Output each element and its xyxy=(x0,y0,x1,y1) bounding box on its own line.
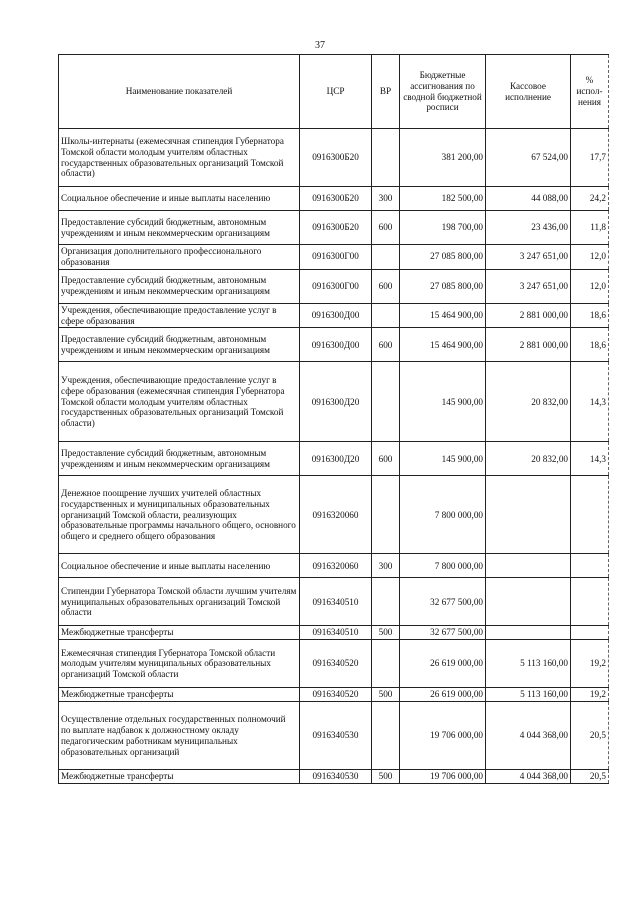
table-row xyxy=(59,578,609,626)
row-budget-cell: 32 677 500,00 xyxy=(400,578,486,626)
row-pct-cell xyxy=(571,476,609,554)
row-vr-cell xyxy=(372,578,400,626)
row-budget-cell: 27 085 800,00 xyxy=(400,245,486,270)
row-vr-cell: 600 xyxy=(372,442,400,476)
row-pct-cell: 20,5 xyxy=(571,702,609,770)
table-row xyxy=(59,328,609,362)
row-vr-cell: 500 xyxy=(372,770,400,784)
row-cash-cell: 5 113 160,00 xyxy=(486,640,571,688)
row-name-cell: Межбюджетные трансферты xyxy=(59,770,300,784)
row-pct-cell: 19,2 xyxy=(571,640,609,688)
row-cash-cell: 3 247 651,00 xyxy=(486,245,571,270)
row-csr-cell: 0916300Б20 xyxy=(300,129,372,187)
row-pct-cell xyxy=(571,578,609,626)
table-row xyxy=(59,245,609,270)
row-name-cell: Учреждения, обеспечивающие предоставление услуг в сфере образования (ежемесячная стипендия Губернатора Томской области молодым учителям областных государственных образовательных организаций Томской области) xyxy=(59,362,300,442)
row-name-cell: Денежное поощрение лучших учителей областных государственных и муниципальных образовательных организаций Томской области, реализующих образовательные программы начального общего, основного общего и среднего общего образования xyxy=(59,476,300,554)
table-header-row xyxy=(59,55,609,129)
row-pct-cell: 20,5 xyxy=(571,770,609,784)
row-cash-cell: 2 881 000,00 xyxy=(486,328,571,362)
row-csr-cell: 0916300Д00 xyxy=(300,328,372,362)
row-pct-cell: 24,2 xyxy=(571,187,609,211)
row-csr-cell: 0916340520 xyxy=(300,688,372,702)
row-cash-cell xyxy=(486,578,571,626)
row-budget-cell: 7 800 000,00 xyxy=(400,554,486,578)
row-csr-cell: 0916300Д00 xyxy=(300,303,372,328)
row-cash-cell: 20 832,00 xyxy=(486,362,571,442)
row-cash-cell xyxy=(486,476,571,554)
row-name-cell: Стипендии Губернатора Томской области лучшим учителям муниципальных образовательных организаций Томской области xyxy=(59,578,300,626)
row-cash-cell: 4 044 368,00 xyxy=(486,702,571,770)
row-vr-cell: 500 xyxy=(372,626,400,640)
row-cash-cell: 2 881 000,00 xyxy=(486,303,571,328)
table-row xyxy=(59,269,609,303)
row-budget-cell: 26 619 000,00 xyxy=(400,640,486,688)
header-budget: Бюджетные ассигнования по сводной бюджетной росписи xyxy=(400,55,486,129)
row-name-cell: Социальное обеспечение и иные выплаты населению xyxy=(59,554,300,578)
table-row xyxy=(59,303,609,328)
row-vr-cell: 300 xyxy=(372,554,400,578)
row-name-cell: Организация дополнительного профессионального образования xyxy=(59,245,300,270)
row-name-cell: Школы-интернаты (ежемесячная стипендия Губернатора Томской области молодым учителям областных государственных образовательных организаций Томской области) xyxy=(59,129,300,187)
row-budget-cell: 32 677 500,00 xyxy=(400,626,486,640)
table-row xyxy=(59,554,609,578)
row-vr-cell: 300 xyxy=(372,187,400,211)
row-budget-cell: 145 900,00 xyxy=(400,362,486,442)
row-pct-cell: 12,0 xyxy=(571,269,609,303)
row-vr-cell: 600 xyxy=(372,211,400,245)
row-name-cell: Предоставление субсидий бюджетным, автономным учреждениям и иным некоммерческим организациям xyxy=(59,442,300,476)
row-vr-cell: 600 xyxy=(372,269,400,303)
row-cash-cell: 4 044 368,00 xyxy=(486,770,571,784)
row-budget-cell: 19 706 000,00 xyxy=(400,702,486,770)
row-csr-cell: 0916300Г00 xyxy=(300,245,372,270)
table-row xyxy=(59,702,609,770)
row-csr-cell: 0916340510 xyxy=(300,626,372,640)
row-cash-cell xyxy=(486,626,571,640)
row-pct-cell: 14,3 xyxy=(571,362,609,442)
row-vr-cell xyxy=(372,702,400,770)
row-vr-cell xyxy=(372,476,400,554)
row-pct-cell: 12,0 xyxy=(571,245,609,270)
row-csr-cell: 0916320060 xyxy=(300,554,372,578)
header-name: Наименование показателей xyxy=(59,55,300,129)
table-row xyxy=(59,362,609,442)
row-csr-cell: 0916340510 xyxy=(300,578,372,626)
row-budget-cell: 7 800 000,00 xyxy=(400,476,486,554)
row-name-cell: Межбюджетные трансферты xyxy=(59,626,300,640)
row-pct-cell: 11,8 xyxy=(571,211,609,245)
row-cash-cell: 3 247 651,00 xyxy=(486,269,571,303)
row-csr-cell: 0916300Б20 xyxy=(300,187,372,211)
row-name-cell: Межбюджетные трансферты xyxy=(59,688,300,702)
row-budget-cell: 182 500,00 xyxy=(400,187,486,211)
row-csr-cell: 0916340530 xyxy=(300,702,372,770)
header-csr: ЦСР xyxy=(300,55,372,129)
row-cash-cell: 44 088,00 xyxy=(486,187,571,211)
row-name-cell: Предоставление субсидий бюджетным, автономным учреждениям и иным некоммерческим организациям xyxy=(59,328,300,362)
table-row xyxy=(59,476,609,554)
header-cash: Кассовое исполнение xyxy=(486,55,571,129)
row-name-cell: Ежемесячная стипендия Губернатора Томской области молодым учителям муниципальных образовательных организаций Томской области xyxy=(59,640,300,688)
row-cash-cell: 67 524,00 xyxy=(486,129,571,187)
row-csr-cell: 0916340530 xyxy=(300,770,372,784)
table-row xyxy=(59,640,609,688)
table-row xyxy=(59,626,609,640)
row-name-cell: Предоставление субсидий бюджетным, автономным учреждениям и иным некоммерческим организациям xyxy=(59,211,300,245)
row-vr-cell xyxy=(372,303,400,328)
row-pct-cell: 19,2 xyxy=(571,688,609,702)
row-budget-cell: 15 464 900,00 xyxy=(400,328,486,362)
budget-execution-table xyxy=(58,54,609,784)
row-vr-cell xyxy=(372,362,400,442)
header-pct: % испол-нения xyxy=(571,55,609,129)
table-row xyxy=(59,187,609,211)
row-budget-cell: 145 900,00 xyxy=(400,442,486,476)
row-vr-cell xyxy=(372,640,400,688)
row-budget-cell: 27 085 800,00 xyxy=(400,269,486,303)
row-cash-cell: 5 113 160,00 xyxy=(486,688,571,702)
row-cash-cell: 23 436,00 xyxy=(486,211,571,245)
header-vr: ВР xyxy=(372,55,400,129)
row-budget-cell: 198 700,00 xyxy=(400,211,486,245)
row-budget-cell: 26 619 000,00 xyxy=(400,688,486,702)
row-name-cell: Осуществление отдельных государственных полномочий по выплате надбавок к должностному окладу педагогическим работникам муниципальных образовательных организаций xyxy=(59,702,300,770)
row-name-cell: Учреждения, обеспечивающие предоставление услуг в сфере образования xyxy=(59,303,300,328)
row-vr-cell: 500 xyxy=(372,688,400,702)
row-budget-cell: 15 464 900,00 xyxy=(400,303,486,328)
row-name-cell: Предоставление субсидий бюджетным, автономным учреждениям и иным некоммерческим организациям xyxy=(59,269,300,303)
row-cash-cell xyxy=(486,554,571,578)
row-budget-cell: 381 200,00 xyxy=(400,129,486,187)
row-vr-cell xyxy=(372,129,400,187)
row-pct-cell: 18,6 xyxy=(571,328,609,362)
row-vr-cell: 600 xyxy=(372,328,400,362)
row-name-cell: Социальное обеспечение и иные выплаты населению xyxy=(59,187,300,211)
row-vr-cell xyxy=(372,245,400,270)
table-row xyxy=(59,770,609,784)
row-csr-cell: 0916300Д20 xyxy=(300,442,372,476)
row-csr-cell: 0916320060 xyxy=(300,476,372,554)
row-pct-cell: 14,3 xyxy=(571,442,609,476)
row-pct-cell xyxy=(571,626,609,640)
row-cash-cell: 20 832,00 xyxy=(486,442,571,476)
row-pct-cell: 18,6 xyxy=(571,303,609,328)
row-pct-cell: 17,7 xyxy=(571,129,609,187)
row-csr-cell: 0916340520 xyxy=(300,640,372,688)
page-number: 37 xyxy=(315,40,325,51)
table-row xyxy=(59,129,609,187)
row-pct-cell xyxy=(571,554,609,578)
row-csr-cell: 0916300Д20 xyxy=(300,362,372,442)
table-row xyxy=(59,688,609,702)
table-row xyxy=(59,442,609,476)
row-csr-cell: 0916300Г00 xyxy=(300,269,372,303)
table-row xyxy=(59,211,609,245)
row-csr-cell: 0916300Б20 xyxy=(300,211,372,245)
row-budget-cell: 19 706 000,00 xyxy=(400,770,486,784)
